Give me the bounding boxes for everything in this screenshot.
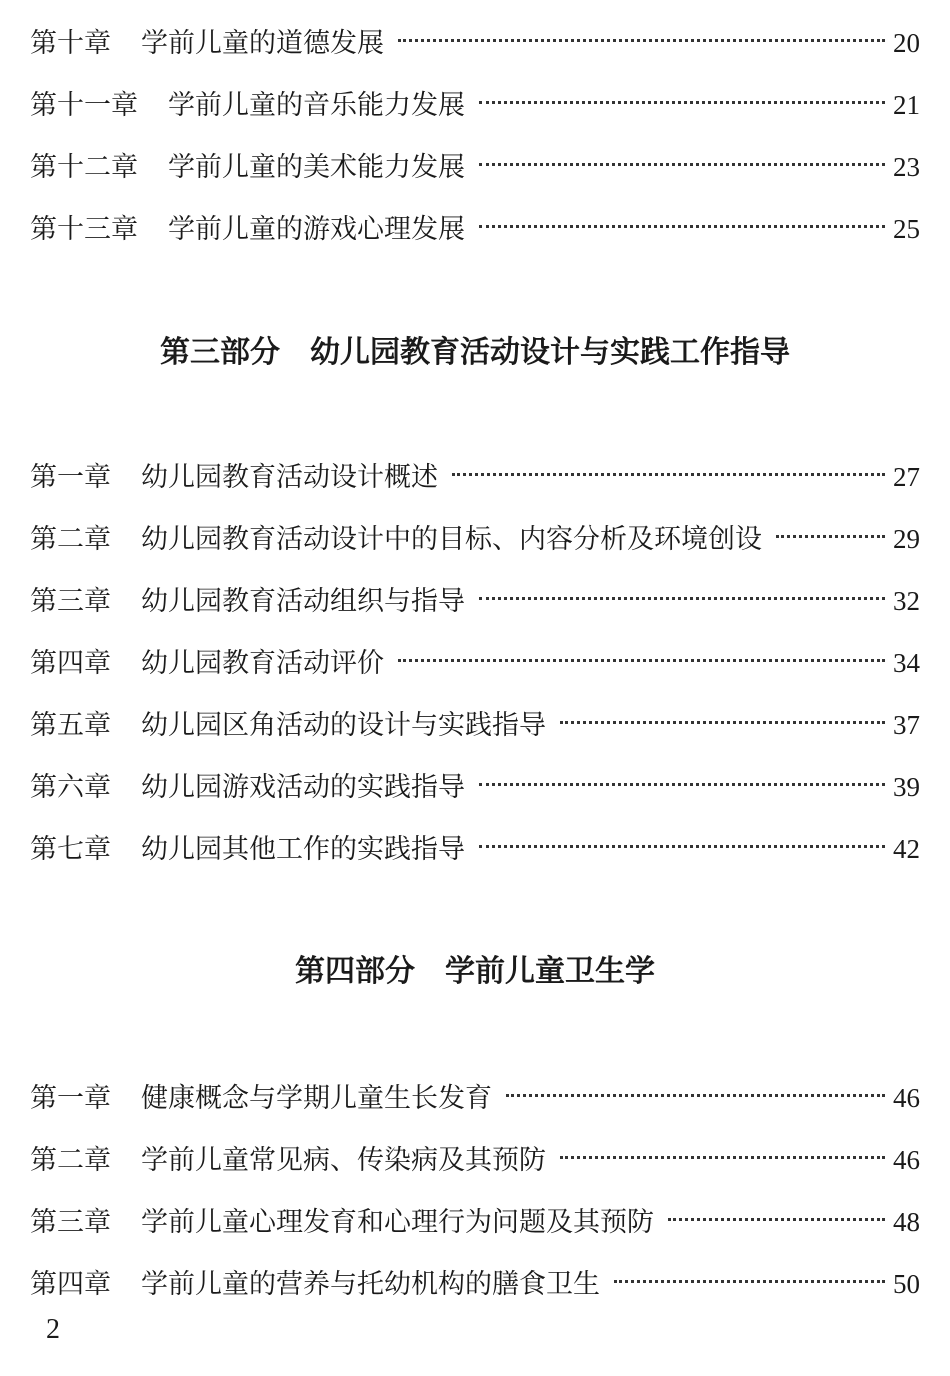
- chapter-number: 第十一章: [30, 90, 138, 121]
- chapter-number: 第一章: [30, 1083, 111, 1114]
- chapter-number: 第十章: [30, 28, 111, 59]
- dot-leader: [398, 659, 885, 662]
- dot-leader: [560, 1156, 885, 1159]
- part-name: 学前儿童卫生学: [445, 954, 655, 989]
- toc-entry[interactable]: [30, 703, 920, 747]
- page-number: 29: [893, 524, 920, 554]
- chapter-number: 第十三章: [30, 214, 138, 245]
- page-number: 39: [893, 772, 920, 802]
- chapter-title: 幼儿园教育活动设计中的目标、内容分析及环境创设: [141, 524, 762, 555]
- toc-entry[interactable]: [30, 517, 920, 561]
- toc-entry[interactable]: [30, 1076, 920, 1120]
- toc-entry[interactable]: [30, 145, 920, 189]
- chapter-title: 幼儿园教育活动组织与指导: [141, 586, 465, 617]
- chapter-number: 第七章: [30, 834, 111, 865]
- toc-entry[interactable]: [30, 1138, 920, 1182]
- chapter-number: 第四章: [30, 1269, 111, 1300]
- dot-leader: [398, 39, 885, 42]
- part-number: 第三部分: [160, 335, 280, 370]
- part-heading: [0, 947, 950, 997]
- chapter-number: 第三章: [30, 1207, 111, 1238]
- toc-entry[interactable]: [30, 455, 920, 499]
- page-number: 27: [893, 462, 920, 492]
- chapter-number: 第四章: [30, 648, 111, 679]
- chapter-title: 学前儿童的道德发展: [141, 28, 384, 59]
- toc-entry[interactable]: [30, 83, 920, 127]
- toc-entry[interactable]: [30, 1200, 920, 1244]
- chapter-title: 健康概念与学期儿童生长发育: [141, 1083, 492, 1114]
- toc-entry[interactable]: [30, 827, 920, 871]
- dot-leader: [479, 225, 885, 228]
- chapter-title: 学前儿童的美术能力发展: [168, 152, 465, 183]
- chapter-number: 第一章: [30, 462, 111, 493]
- part-heading: [0, 328, 950, 378]
- page-number: 20: [893, 28, 920, 58]
- dot-leader: [776, 535, 885, 538]
- part-name: 幼儿园教育活动设计与实践工作指导: [310, 335, 790, 370]
- chapter-title: 学前儿童心理发育和心理行为问题及其预防: [141, 1207, 654, 1238]
- page-number: 25: [893, 214, 920, 244]
- page-number: 32: [893, 586, 920, 616]
- dot-leader: [560, 721, 885, 724]
- chapter-title: 学前儿童的音乐能力发展: [168, 90, 465, 121]
- chapter-number: 第二章: [30, 1145, 111, 1176]
- page-number: 42: [893, 834, 920, 864]
- folio-page-number: 2: [46, 1314, 60, 1345]
- page-number: 37: [893, 710, 920, 740]
- chapter-number: 第六章: [30, 772, 111, 803]
- chapter-title: 幼儿园游戏活动的实践指导: [141, 772, 465, 803]
- toc-entry[interactable]: [30, 765, 920, 809]
- chapter-title: 幼儿园其他工作的实践指导: [141, 834, 465, 865]
- toc-entry[interactable]: [30, 21, 920, 65]
- dot-leader: [479, 597, 885, 600]
- page-number: 23: [893, 152, 920, 182]
- toc-entry[interactable]: [30, 579, 920, 623]
- chapter-number: 第二章: [30, 524, 111, 555]
- chapter-title: 幼儿园教育活动设计概述: [141, 462, 438, 493]
- dot-leader: [479, 163, 885, 166]
- chapter-title: 学前儿童的营养与托幼机构的膳食卫生: [141, 1269, 600, 1300]
- page-number: 50: [893, 1269, 920, 1299]
- chapter-title: 幼儿园教育活动评价: [141, 648, 384, 679]
- page-number: 48: [893, 1207, 920, 1237]
- chapter-title: 学前儿童的游戏心理发展: [168, 214, 465, 245]
- part-number: 第四部分: [295, 954, 415, 989]
- chapter-number: 第十二章: [30, 152, 138, 183]
- page-number: 34: [893, 648, 920, 678]
- dot-leader: [452, 473, 885, 476]
- page-number: 46: [893, 1145, 920, 1175]
- chapter-number: 第三章: [30, 586, 111, 617]
- dot-leader: [479, 101, 885, 104]
- dot-leader: [506, 1094, 885, 1097]
- chapter-title: 学前儿童常见病、传染病及其预防: [141, 1145, 546, 1176]
- dot-leader: [479, 783, 885, 786]
- page-number: 46: [893, 1083, 920, 1113]
- dot-leader: [668, 1218, 885, 1221]
- toc-entry[interactable]: [30, 1262, 920, 1306]
- page-number: 21: [893, 90, 920, 120]
- chapter-title: 幼儿园区角活动的设计与实践指导: [141, 710, 546, 741]
- chapter-number: 第五章: [30, 710, 111, 741]
- dot-leader: [614, 1280, 885, 1283]
- dot-leader: [479, 845, 885, 848]
- toc-entry[interactable]: [30, 641, 920, 685]
- toc-entry[interactable]: [30, 207, 920, 251]
